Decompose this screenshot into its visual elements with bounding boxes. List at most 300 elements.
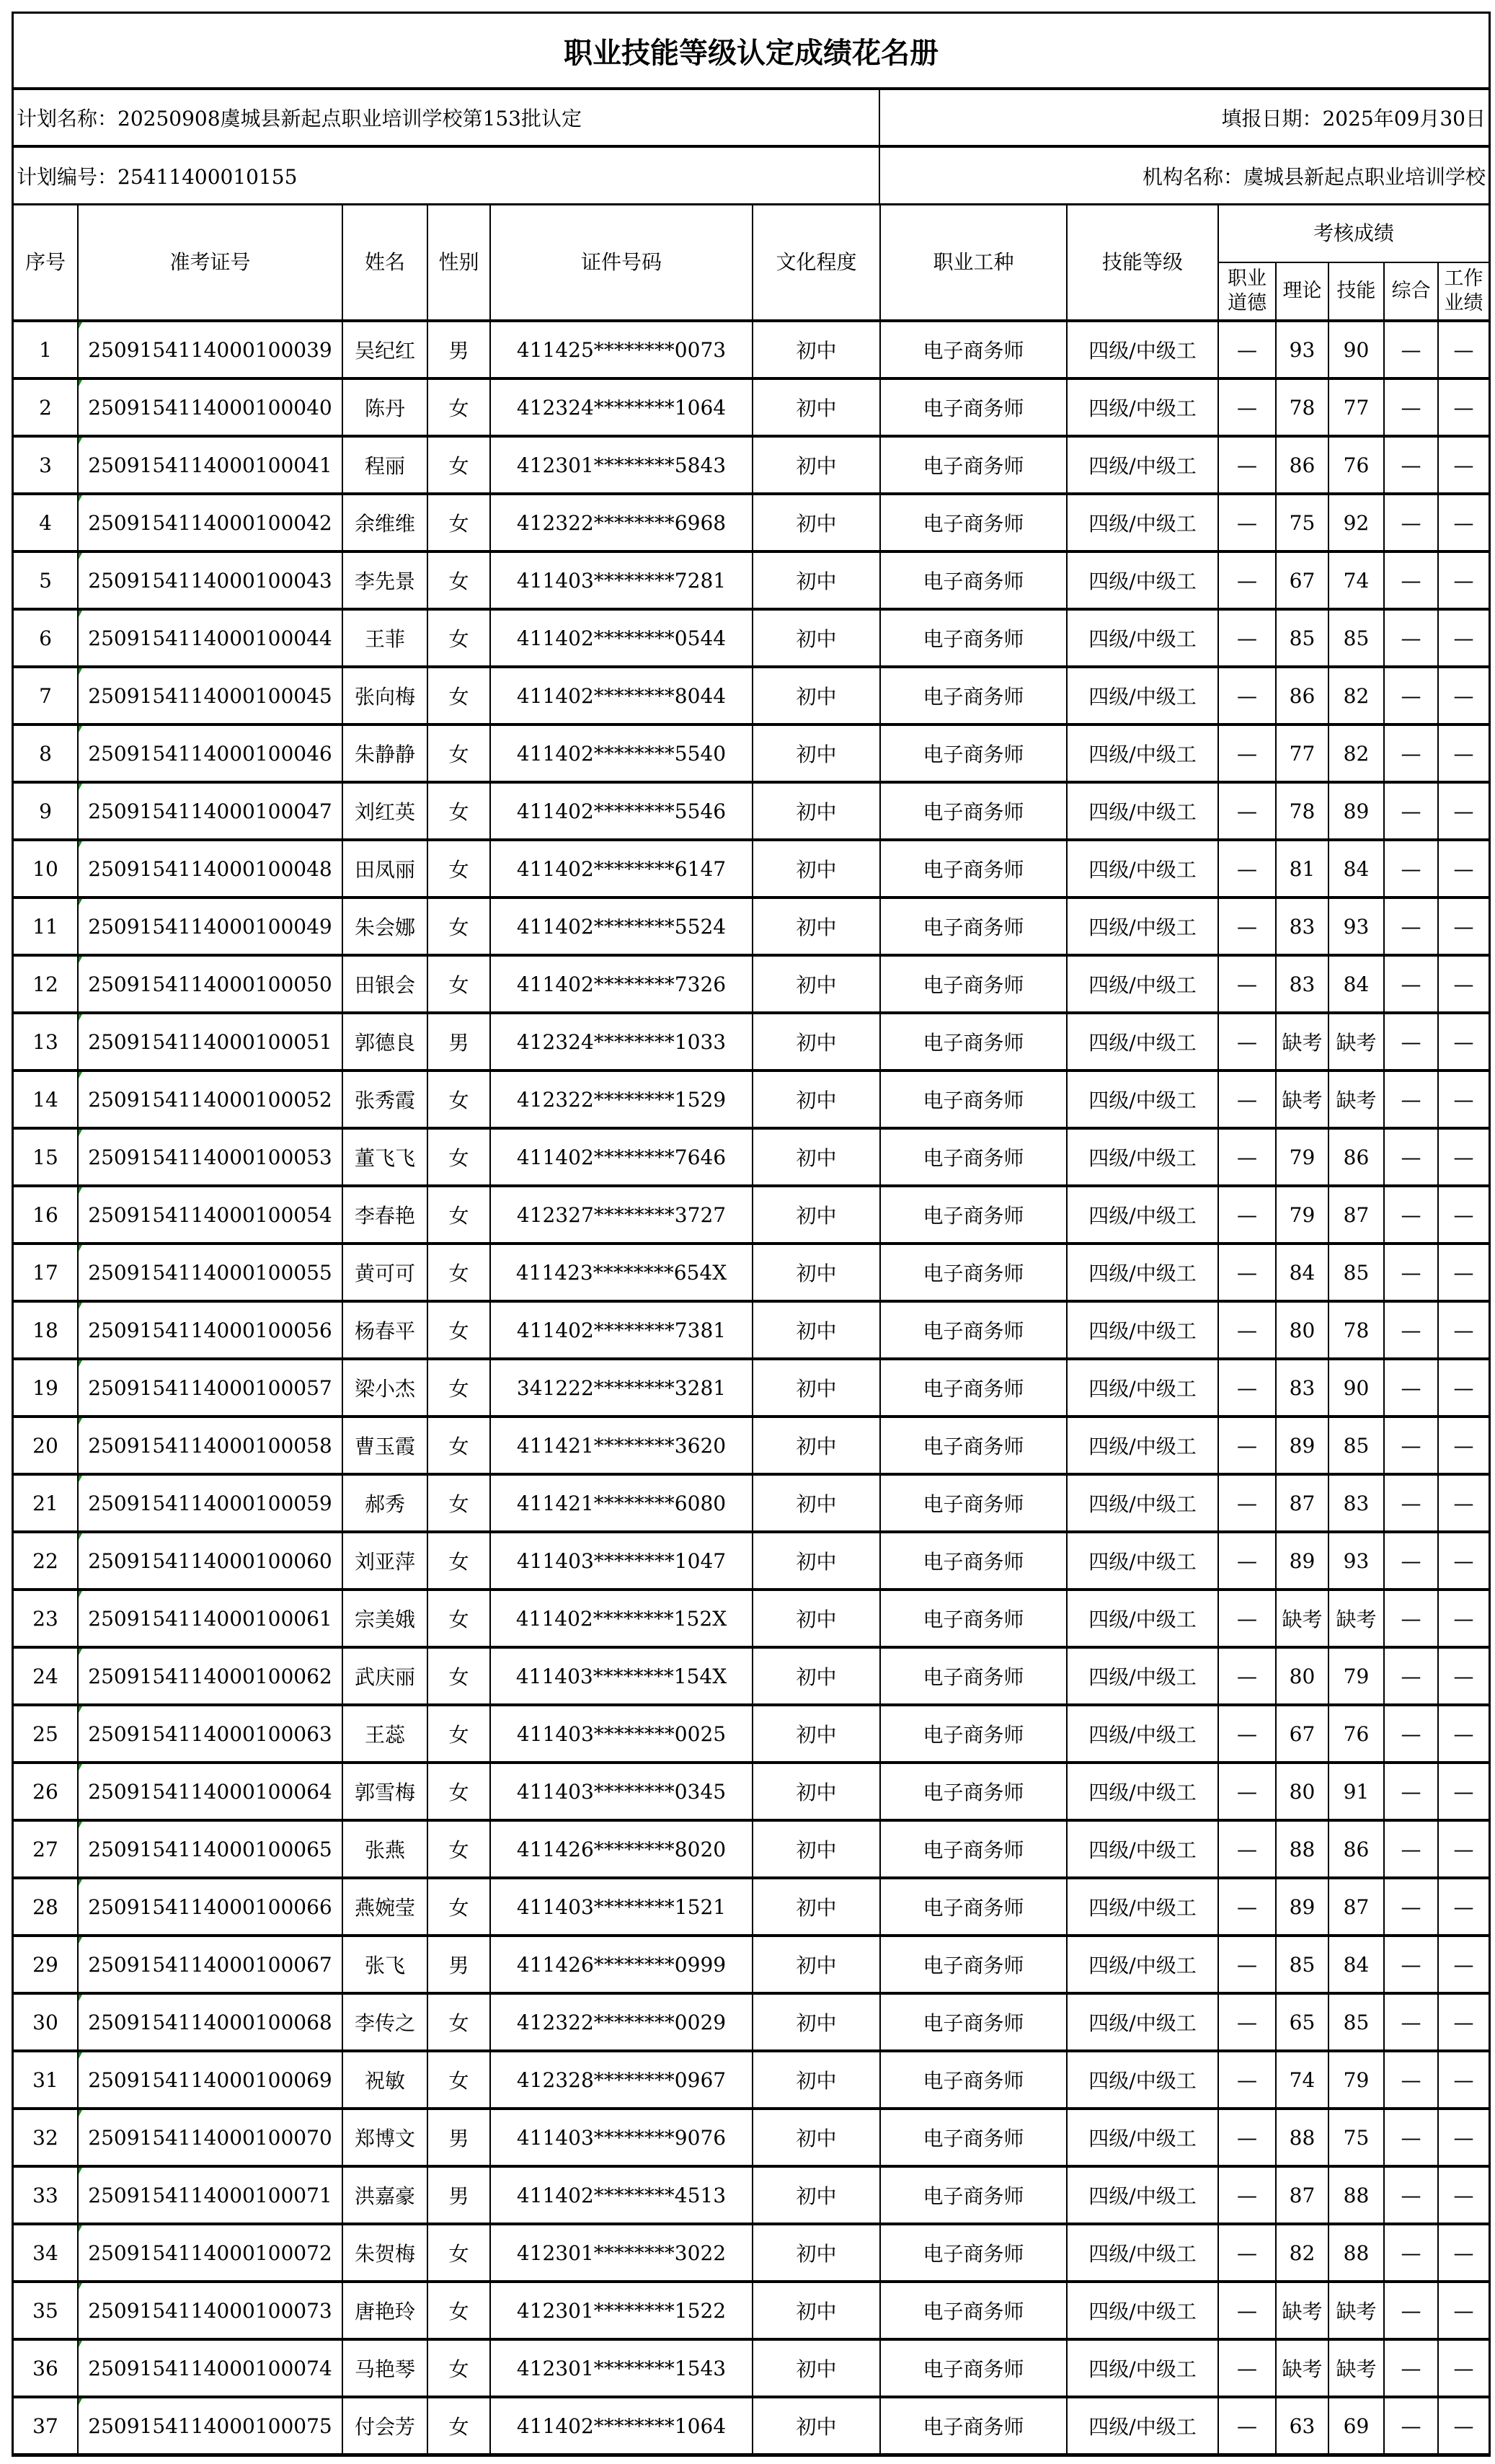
- cell-skill-score: 87: [1328, 1186, 1384, 1244]
- cell-work-score: —: [1438, 1359, 1489, 1417]
- cell-name: 朱静静: [342, 724, 427, 782]
- plan-number: 计划编号：25411400010155: [14, 148, 880, 203]
- cell-gender: 女: [427, 1705, 490, 1763]
- cell-overall-score: —: [1384, 840, 1438, 898]
- cell-skill-level: 四级/中级工: [1067, 1186, 1218, 1244]
- cell-seq: 29: [14, 1936, 78, 1993]
- cell-skill-score: 77: [1328, 378, 1384, 436]
- cell-job: 电子商务师: [880, 1244, 1067, 1301]
- cell-ticket-number: 2509154114000100047: [78, 782, 342, 840]
- cell-ticket-number: 2509154114000100040: [78, 378, 342, 436]
- cell-work-score: —: [1438, 551, 1489, 609]
- cell-overall-score: —: [1384, 2166, 1438, 2224]
- cell-name: 田凤丽: [342, 840, 427, 898]
- cell-ticket-number: 2509154114000100059: [78, 1474, 342, 1532]
- cell-id-number: 411402********7646: [490, 1128, 753, 1186]
- cell-seq: 25: [14, 1705, 78, 1763]
- cell-skill-level: 四级/中级工: [1067, 321, 1218, 378]
- cell-ticket-number: 2509154114000100042: [78, 494, 342, 551]
- cell-gender: 女: [427, 667, 490, 724]
- cell-ticket-number: 2509154114000100061: [78, 1590, 342, 1647]
- cell-gender: 女: [427, 1590, 490, 1647]
- cell-work-score: —: [1438, 1474, 1489, 1532]
- cell-skill-level: 四级/中级工: [1067, 1705, 1218, 1763]
- cell-seq: 12: [14, 955, 78, 1013]
- cell-gender: 女: [427, 955, 490, 1013]
- cell-id-number: 411403********1047: [490, 1532, 753, 1590]
- cell-seq: 10: [14, 840, 78, 898]
- cell-ticket-number: 2509154114000100071: [78, 2166, 342, 2224]
- cell-theory-score: 87: [1276, 2166, 1328, 2224]
- cell-name: 刘红英: [342, 782, 427, 840]
- cell-ethics-score: —: [1218, 1474, 1276, 1532]
- cell-work-score: —: [1438, 1936, 1489, 1993]
- cell-ticket-number: 2509154114000100062: [78, 1647, 342, 1705]
- cell-skill-score: 85: [1328, 1417, 1384, 1474]
- cell-name: 郭德良: [342, 1013, 427, 1071]
- cell-name: 董飞飞: [342, 1128, 427, 1186]
- table-row: [14, 494, 1489, 551]
- cell-work-score: —: [1438, 2109, 1489, 2166]
- cell-education: 初中: [753, 2224, 880, 2282]
- cell-work-score: —: [1438, 1301, 1489, 1359]
- cell-work-score: —: [1438, 955, 1489, 1013]
- cell-ticket-number: 2509154114000100052: [78, 1071, 342, 1128]
- cell-id-number: 411402********5546: [490, 782, 753, 840]
- cell-skill-score: 缺考: [1328, 2339, 1384, 2397]
- cell-skill-level: 四级/中级工: [1067, 840, 1218, 898]
- cell-overall-score: —: [1384, 436, 1438, 494]
- cell-education: 初中: [753, 378, 880, 436]
- table-row: [14, 2224, 1489, 2282]
- cell-education: 初中: [753, 782, 880, 840]
- cell-work-score: —: [1438, 2282, 1489, 2339]
- cell-theory-score: 67: [1276, 551, 1328, 609]
- cell-job: 电子商务师: [880, 1763, 1067, 1820]
- cell-skill-score: 86: [1328, 1820, 1384, 1878]
- cell-ethics-score: —: [1218, 2224, 1276, 2282]
- cell-name: 宗美娥: [342, 1590, 427, 1647]
- cell-ethics-score: —: [1218, 1186, 1276, 1244]
- cell-education: 初中: [753, 321, 880, 378]
- cell-job: 电子商务师: [880, 840, 1067, 898]
- table-row: [14, 2282, 1489, 2339]
- cell-gender: 女: [427, 724, 490, 782]
- cell-id-number: 411402********7326: [490, 955, 753, 1013]
- table-row: [14, 1878, 1489, 1936]
- cell-skill-level: 四级/中级工: [1067, 2397, 1218, 2454]
- cell-gender: 女: [427, 1071, 490, 1128]
- cell-education: 初中: [753, 609, 880, 667]
- cell-id-number: 412322********0029: [490, 1993, 753, 2051]
- cell-id-number: 411423********654X: [490, 1244, 753, 1301]
- cell-education: 初中: [753, 955, 880, 1013]
- cell-gender: 女: [427, 1359, 490, 1417]
- cell-overall-score: —: [1384, 1936, 1438, 1993]
- cell-gender: 女: [427, 1878, 490, 1936]
- cell-ticket-number: 2509154114000100056: [78, 1301, 342, 1359]
- cell-education: 初中: [753, 667, 880, 724]
- cell-education: 初中: [753, 1878, 880, 1936]
- cell-job: 电子商务师: [880, 1590, 1067, 1647]
- cell-work-score: —: [1438, 436, 1489, 494]
- cell-id-number: 411403********7281: [490, 551, 753, 609]
- cell-seq: 20: [14, 1417, 78, 1474]
- cell-skill-level: 四级/中级工: [1067, 782, 1218, 840]
- cell-skill-score: 91: [1328, 1763, 1384, 1820]
- cell-skill-score: 82: [1328, 724, 1384, 782]
- cell-education: 初中: [753, 1417, 880, 1474]
- plan-name: 计划名称：20250908虞城县新起点职业培训学校第153批认定: [14, 90, 880, 145]
- cell-work-score: —: [1438, 1705, 1489, 1763]
- cell-work-score: —: [1438, 1013, 1489, 1071]
- cell-education: 初中: [753, 1763, 880, 1820]
- cell-id-number: 411403********9076: [490, 2109, 753, 2166]
- cell-gender: 男: [427, 321, 490, 378]
- cell-gender: 女: [427, 609, 490, 667]
- cell-work-score: —: [1438, 1590, 1489, 1647]
- cell-theory-score: 75: [1276, 494, 1328, 551]
- cell-overall-score: —: [1384, 898, 1438, 955]
- table-row: [14, 2166, 1489, 2224]
- cell-name: 李先景: [342, 551, 427, 609]
- cell-seq: 14: [14, 1071, 78, 1128]
- cell-id-number: 411403********1521: [490, 1878, 753, 1936]
- cell-seq: 19: [14, 1359, 78, 1417]
- cell-ticket-number: 2509154114000100058: [78, 1417, 342, 1474]
- cell-theory-score: 81: [1276, 840, 1328, 898]
- cell-job: 电子商务师: [880, 1820, 1067, 1878]
- cell-name: 陈丹: [342, 378, 427, 436]
- cell-work-score: —: [1438, 1763, 1489, 1820]
- cell-gender: 女: [427, 1186, 490, 1244]
- cell-overall-score: —: [1384, 2224, 1438, 2282]
- header-skill: 技能: [1328, 262, 1384, 321]
- cell-ticket-number: 2509154114000100063: [78, 1705, 342, 1763]
- cell-id-number: 411421********3620: [490, 1417, 753, 1474]
- cell-work-score: —: [1438, 2224, 1489, 2282]
- cell-gender: 女: [427, 898, 490, 955]
- header-gender: 性别: [427, 205, 490, 321]
- cell-name: 梁小杰: [342, 1359, 427, 1417]
- cell-theory-score: 67: [1276, 1705, 1328, 1763]
- table-row: [14, 1820, 1489, 1878]
- cell-job: 电子商务师: [880, 1301, 1067, 1359]
- report-date: 填报日期：2025年09月30日: [1221, 107, 1486, 130]
- cell-seq: 28: [14, 1878, 78, 1936]
- cell-overall-score: —: [1384, 1013, 1438, 1071]
- cell-work-score: —: [1438, 609, 1489, 667]
- cell-job: 电子商务师: [880, 2282, 1067, 2339]
- cell-ethics-score: —: [1218, 2051, 1276, 2109]
- header-seq: 序号: [14, 205, 78, 321]
- cell-education: 初中: [753, 840, 880, 898]
- cell-seq: 36: [14, 2339, 78, 2397]
- cell-id-number: 411403********0025: [490, 1705, 753, 1763]
- table-row: [14, 1013, 1489, 1071]
- cell-work-score: —: [1438, 898, 1489, 955]
- cell-id-number: 412327********3727: [490, 1186, 753, 1244]
- cell-skill-score: 86: [1328, 1128, 1384, 1186]
- cell-ticket-number: 2509154114000100075: [78, 2397, 342, 2454]
- cell-name: 付会芳: [342, 2397, 427, 2454]
- cell-job: 电子商务师: [880, 782, 1067, 840]
- table-row: [14, 1071, 1489, 1128]
- cell-skill-score: 79: [1328, 1647, 1384, 1705]
- cell-skill-score: 83: [1328, 1474, 1384, 1532]
- cell-job: 电子商务师: [880, 955, 1067, 1013]
- cell-skill-level: 四级/中级工: [1067, 1301, 1218, 1359]
- cell-gender: 女: [427, 1128, 490, 1186]
- cell-overall-score: —: [1384, 955, 1438, 1013]
- cell-id-number: 411421********6080: [490, 1474, 753, 1532]
- cell-overall-score: —: [1384, 1301, 1438, 1359]
- cell-theory-score: 93: [1276, 321, 1328, 378]
- cell-skill-score: 84: [1328, 840, 1384, 898]
- cell-ticket-number: 2509154114000100070: [78, 2109, 342, 2166]
- table-row: [14, 667, 1489, 724]
- cell-id-number: 411402********6147: [490, 840, 753, 898]
- cell-seq: 34: [14, 2224, 78, 2282]
- table-row: [14, 1763, 1489, 1820]
- cell-education: 初中: [753, 436, 880, 494]
- cell-job: 电子商务师: [880, 1993, 1067, 2051]
- cell-ticket-number: 2509154114000100066: [78, 1878, 342, 1936]
- table-row: [14, 378, 1489, 436]
- cell-theory-score: 85: [1276, 1936, 1328, 1993]
- cell-skill-level: 四级/中级工: [1067, 1590, 1218, 1647]
- cell-ethics-score: —: [1218, 2166, 1276, 2224]
- cell-gender: 女: [427, 1647, 490, 1705]
- cell-ethics-score: —: [1218, 955, 1276, 1013]
- cell-theory-score: 缺考: [1276, 2282, 1328, 2339]
- cell-skill-score: 90: [1328, 321, 1384, 378]
- cell-ethics-score: —: [1218, 1936, 1276, 1993]
- cell-ethics-score: —: [1218, 494, 1276, 551]
- cell-work-score: —: [1438, 1532, 1489, 1590]
- cell-overall-score: —: [1384, 2339, 1438, 2397]
- cell-name: 祝敏: [342, 2051, 427, 2109]
- cell-theory-score: 88: [1276, 1820, 1328, 1878]
- table-row: [14, 1359, 1489, 1417]
- header-ticket: 准考证号: [78, 205, 342, 321]
- cell-seq: 9: [14, 782, 78, 840]
- cell-ethics-score: —: [1218, 1705, 1276, 1763]
- cell-gender: 女: [427, 2282, 490, 2339]
- header-name: 姓名: [342, 205, 427, 321]
- table-row: [14, 1186, 1489, 1244]
- cell-work-score: —: [1438, 1128, 1489, 1186]
- cell-skill-level: 四级/中级工: [1067, 898, 1218, 955]
- cell-gender: 女: [427, 782, 490, 840]
- cell-seq: 15: [14, 1128, 78, 1186]
- cell-education: 初中: [753, 898, 880, 955]
- cell-name: 张飞: [342, 1936, 427, 1993]
- cell-skill-score: 85: [1328, 609, 1384, 667]
- table-row: [14, 724, 1489, 782]
- cell-skill-level: 四级/中级工: [1067, 1647, 1218, 1705]
- cell-job: 电子商务师: [880, 551, 1067, 609]
- cell-seq: 31: [14, 2051, 78, 2109]
- cell-education: 初中: [753, 2051, 880, 2109]
- cell-overall-score: —: [1384, 1186, 1438, 1244]
- cell-seq: 24: [14, 1647, 78, 1705]
- cell-gender: 女: [427, 378, 490, 436]
- cell-overall-score: —: [1384, 1647, 1438, 1705]
- table-row: [14, 2339, 1489, 2397]
- cell-education: 初中: [753, 1705, 880, 1763]
- cell-name: 张秀霞: [342, 1071, 427, 1128]
- cell-gender: 女: [427, 1244, 490, 1301]
- cell-seq: 26: [14, 1763, 78, 1820]
- cell-name: 李春艳: [342, 1186, 427, 1244]
- cell-id-number: 412322********1529: [490, 1071, 753, 1128]
- cell-name: 李传之: [342, 1993, 427, 2051]
- cell-skill-level: 四级/中级工: [1067, 494, 1218, 551]
- cell-job: 电子商务师: [880, 1359, 1067, 1417]
- cell-overall-score: —: [1384, 1763, 1438, 1820]
- cell-skill-level: 四级/中级工: [1067, 609, 1218, 667]
- cell-skill-score: 79: [1328, 2051, 1384, 2109]
- cell-id-number: 341222********3281: [490, 1359, 753, 1417]
- cell-work-score: —: [1438, 1878, 1489, 1936]
- cell-seq: 16: [14, 1186, 78, 1244]
- cell-job: 电子商务师: [880, 1417, 1067, 1474]
- cell-work-score: —: [1438, 1071, 1489, 1128]
- cell-education: 初中: [753, 1532, 880, 1590]
- cell-ethics-score: —: [1218, 2109, 1276, 2166]
- cell-job: 电子商务师: [880, 378, 1067, 436]
- cell-id-number: 412301********5843: [490, 436, 753, 494]
- cell-skill-level: 四级/中级工: [1067, 2224, 1218, 2282]
- cell-skill-score: 69: [1328, 2397, 1384, 2454]
- cell-seq: 18: [14, 1301, 78, 1359]
- cell-skill-level: 四级/中级工: [1067, 1993, 1218, 2051]
- cell-education: 初中: [753, 2339, 880, 2397]
- table-row: [14, 609, 1489, 667]
- cell-gender: 女: [427, 2339, 490, 2397]
- cell-skill-score: 74: [1328, 551, 1384, 609]
- cell-gender: 女: [427, 1993, 490, 2051]
- table-row: [14, 2051, 1489, 2109]
- cell-ethics-score: —: [1218, 1590, 1276, 1647]
- cell-skill-level: 四级/中级工: [1067, 667, 1218, 724]
- cell-work-score: —: [1438, 782, 1489, 840]
- cell-id-number: 412328********0967: [490, 2051, 753, 2109]
- cell-name: 张燕: [342, 1820, 427, 1878]
- cell-ticket-number: 2509154114000100055: [78, 1244, 342, 1301]
- cell-skill-level: 四级/中级工: [1067, 724, 1218, 782]
- cell-name: 余维维: [342, 494, 427, 551]
- cell-skill-score: 90: [1328, 1359, 1384, 1417]
- cell-seq: 30: [14, 1993, 78, 2051]
- table-row: [14, 1417, 1489, 1474]
- cell-gender: 女: [427, 2224, 490, 2282]
- cell-ticket-number: 2509154114000100057: [78, 1359, 342, 1417]
- cell-gender: 男: [427, 2109, 490, 2166]
- cell-id-number: 411402********5540: [490, 724, 753, 782]
- cell-ethics-score: —: [1218, 1417, 1276, 1474]
- table-row: [14, 955, 1489, 1013]
- cell-skill-score: 75: [1328, 2109, 1384, 2166]
- cell-skill-level: 四级/中级工: [1067, 1244, 1218, 1301]
- cell-ticket-number: 2509154114000100039: [78, 321, 342, 378]
- cell-overall-score: —: [1384, 609, 1438, 667]
- cell-education: 初中: [753, 1590, 880, 1647]
- cell-seq: 23: [14, 1590, 78, 1647]
- cell-seq: 2: [14, 378, 78, 436]
- cell-education: 初中: [753, 2397, 880, 2454]
- cell-job: 电子商务师: [880, 2109, 1067, 2166]
- cell-ethics-score: —: [1218, 1532, 1276, 1590]
- table-row: [14, 1647, 1489, 1705]
- cell-skill-level: 四级/中级工: [1067, 2109, 1218, 2166]
- cell-overall-score: —: [1384, 378, 1438, 436]
- cell-ethics-score: —: [1218, 1763, 1276, 1820]
- cell-ethics-score: —: [1218, 1013, 1276, 1071]
- cell-theory-score: 77: [1276, 724, 1328, 782]
- cell-skill-level: 四级/中级工: [1067, 1359, 1218, 1417]
- page-title: 职业技能等级认定成绩花名册: [14, 14, 1489, 90]
- cell-theory-score: 80: [1276, 1301, 1328, 1359]
- cell-seq: 17: [14, 1244, 78, 1301]
- cell-job: 电子商务师: [880, 1532, 1067, 1590]
- header-job: 职业工种: [880, 205, 1067, 321]
- cell-theory-score: 74: [1276, 2051, 1328, 2109]
- cell-id-number: 411426********0999: [490, 1936, 753, 1993]
- cell-education: 初中: [753, 2282, 880, 2339]
- cell-seq: 27: [14, 1820, 78, 1878]
- cell-theory-score: 79: [1276, 1186, 1328, 1244]
- cell-theory-score: 80: [1276, 1763, 1328, 1820]
- cell-job: 电子商务师: [880, 1071, 1067, 1128]
- cell-education: 初中: [753, 1071, 880, 1128]
- table-row: [14, 1705, 1489, 1763]
- cell-overall-score: —: [1384, 1993, 1438, 2051]
- cell-education: 初中: [753, 1301, 880, 1359]
- cell-overall-score: —: [1384, 667, 1438, 724]
- cell-theory-score: 缺考: [1276, 2339, 1328, 2397]
- cell-ethics-score: —: [1218, 1071, 1276, 1128]
- cell-work-score: —: [1438, 494, 1489, 551]
- cell-skill-score: 82: [1328, 667, 1384, 724]
- cell-seq: 8: [14, 724, 78, 782]
- cell-theory-score: 82: [1276, 2224, 1328, 2282]
- cell-name: 朱会娜: [342, 898, 427, 955]
- table-row: [14, 782, 1489, 840]
- cell-skill-score: 85: [1328, 1244, 1384, 1301]
- cell-ticket-number: 2509154114000100074: [78, 2339, 342, 2397]
- table-row: [14, 1532, 1489, 1590]
- cell-theory-score: 65: [1276, 1993, 1328, 2051]
- cell-skill-level: 四级/中级工: [1067, 1532, 1218, 1590]
- cell-ticket-number: 2509154114000100067: [78, 1936, 342, 1993]
- table-row: [14, 1590, 1489, 1647]
- cell-ethics-score: —: [1218, 1244, 1276, 1301]
- cell-seq: 1: [14, 321, 78, 378]
- cell-id-number: 412301********3022: [490, 2224, 753, 2282]
- header-education: 文化程度: [753, 205, 880, 321]
- cell-work-score: —: [1438, 724, 1489, 782]
- cell-skill-level: 四级/中级工: [1067, 2339, 1218, 2397]
- cell-skill-level: 四级/中级工: [1067, 2166, 1218, 2224]
- cell-work-score: —: [1438, 1993, 1489, 2051]
- cell-work-score: —: [1438, 1647, 1489, 1705]
- cell-work-score: —: [1438, 1244, 1489, 1301]
- score-table: [14, 205, 1489, 2455]
- cell-skill-level: 四级/中级工: [1067, 436, 1218, 494]
- cell-theory-score: 88: [1276, 2109, 1328, 2166]
